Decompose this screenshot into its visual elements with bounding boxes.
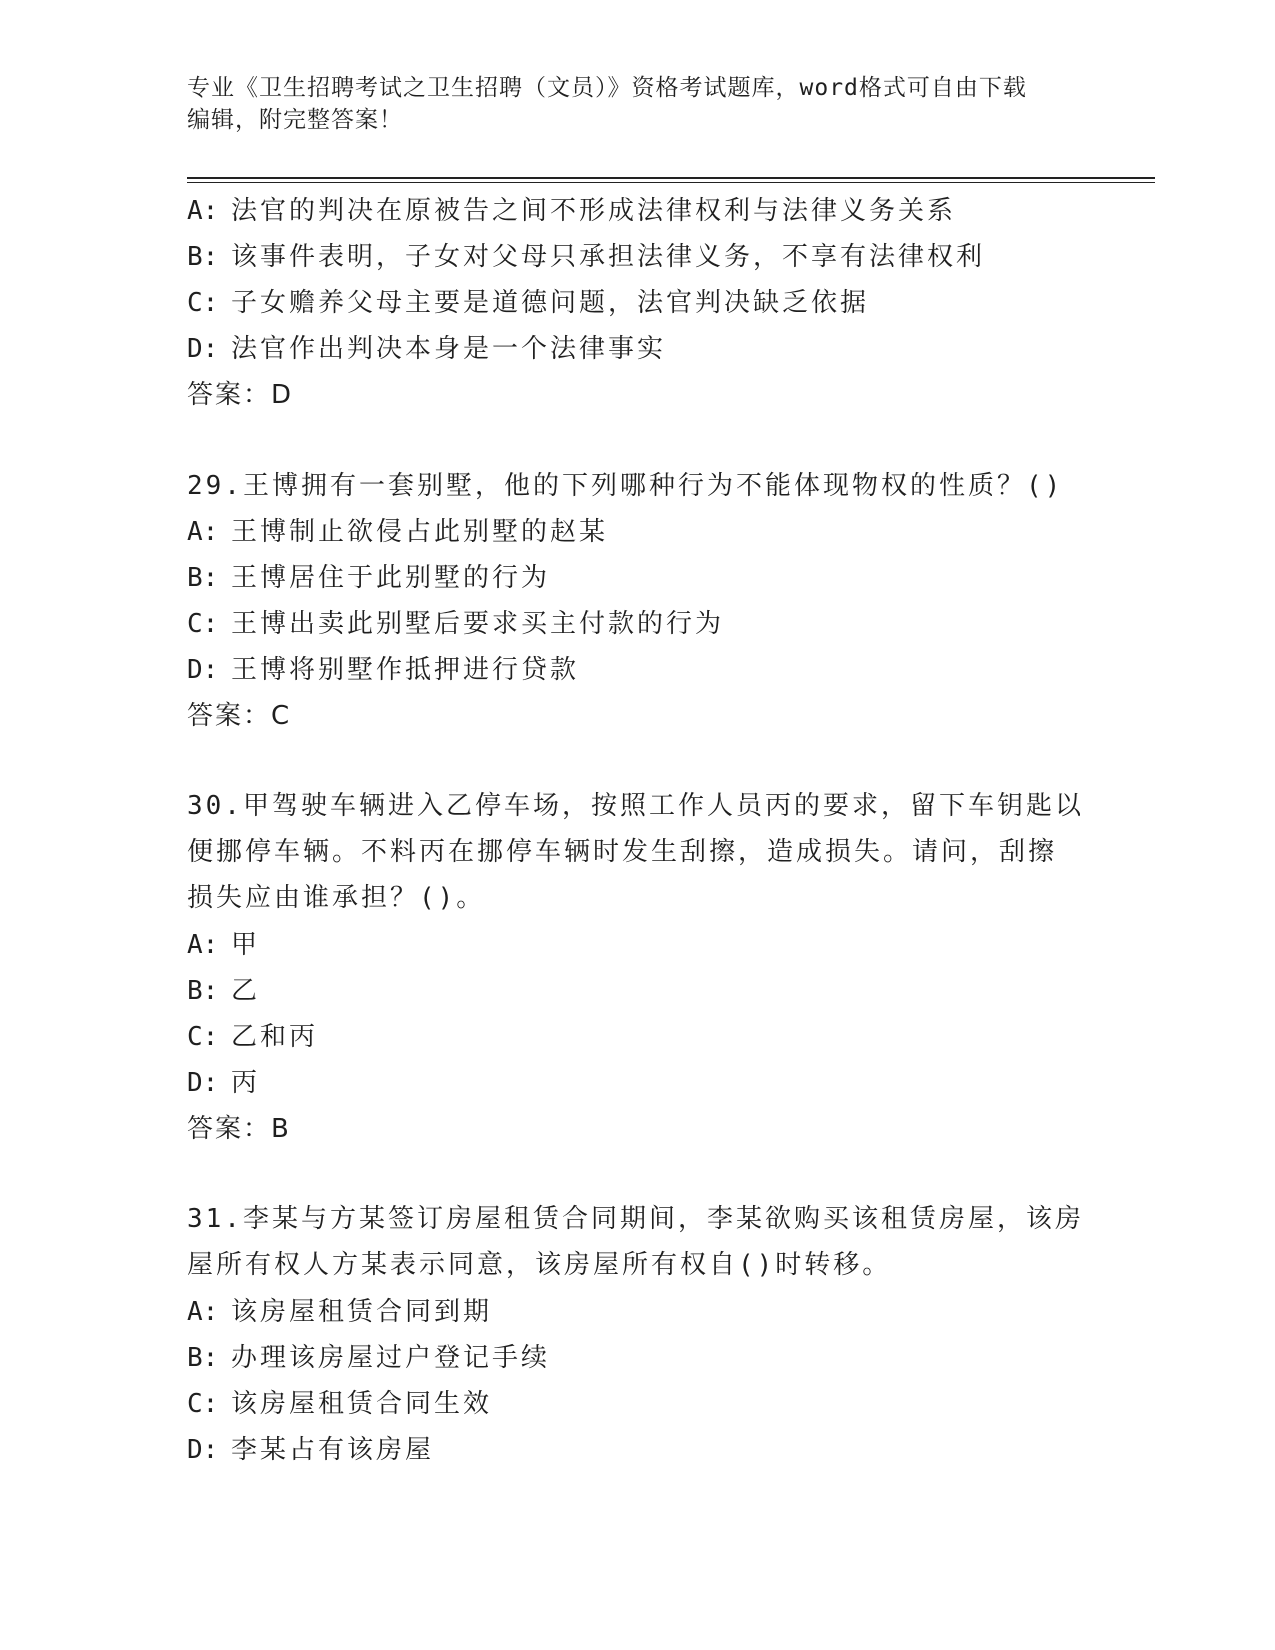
option-c: [187, 280, 1087, 326]
option-letter: B:: [187, 563, 219, 593]
option-b: [187, 968, 1087, 1014]
option-letter: B:: [187, 242, 219, 272]
option-letter: C:: [187, 1389, 219, 1419]
question-text-line: 31.李某与方某签订房屋租赁合同期间，李某欲购买该租赁房屋，该房: [187, 1204, 1084, 1234]
option-letter: A:: [187, 517, 219, 547]
option-c: [187, 1014, 1087, 1060]
option-letter: D:: [187, 1068, 219, 1098]
option-b: [187, 234, 1087, 280]
option-c: [187, 1381, 1087, 1427]
question-29: [187, 463, 1087, 739]
option-text: 该房屋租赁合同生效: [231, 1389, 493, 1419]
option-letter: B:: [187, 1343, 219, 1373]
option-letter: A:: [187, 1297, 219, 1327]
option-d: [187, 326, 1087, 372]
header-divider-thick: [187, 177, 1155, 179]
document-header: [187, 72, 1087, 136]
option-letter: D:: [187, 655, 219, 685]
option-a: [187, 922, 1087, 968]
question-30: [187, 784, 1087, 1152]
header-line-1: 专业《卫生招聘考试之卫生招聘（文员）》资格考试题库，word格式可自由下载: [187, 75, 1027, 101]
question-28: [187, 188, 1087, 418]
option-a: [187, 1289, 1087, 1335]
option-text: 王博将别墅作抵押进行贷款: [231, 655, 580, 685]
option-letter: C:: [187, 1022, 219, 1052]
question-text: 29.王博拥有一套别墅，他的下列哪种行为不能体现物权的性质？(): [187, 471, 1064, 501]
question-text-line: 30.甲驾驶车辆进入乙停车场，按照工作人员丙的要求，留下车钥匙以: [187, 791, 1084, 821]
option-text: 乙和丙: [231, 1022, 319, 1052]
question-text-line: 便挪停车辆。不料丙在挪停车辆时发生刮擦，造成损失。请问，刮擦: [187, 837, 1058, 867]
option-b: [187, 1335, 1087, 1381]
header-divider-thin: [187, 182, 1155, 183]
question-31: [187, 1197, 1087, 1473]
option-letter: B:: [187, 976, 219, 1006]
option-text: 法官作出判决本身是一个法律事实: [231, 334, 667, 364]
option-letter: D:: [187, 1435, 219, 1465]
option-text: 甲: [231, 930, 261, 960]
question-text-line: 屋所有权人方某表示同意，该房屋所有权自()时转移。: [187, 1250, 892, 1280]
option-text: 乙: [231, 976, 261, 1006]
option-d: [187, 647, 1087, 693]
question-list: [187, 188, 1087, 1473]
option-letter: A:: [187, 930, 219, 960]
option-text: 办理该房屋过户登记手续: [231, 1343, 551, 1373]
option-letter: C:: [187, 288, 219, 318]
option-text: 王博制止欲侵占此别墅的赵某: [231, 517, 609, 547]
answer-line: 答案：C: [187, 701, 292, 731]
option-text: 李某占有该房屋: [231, 1435, 435, 1465]
option-letter: C:: [187, 609, 219, 639]
spacer: [187, 739, 1087, 784]
option-letter: D:: [187, 334, 219, 364]
option-c: [187, 601, 1087, 647]
option-text: 该事件表明，子女对父母只承担法律义务，不享有法律权利: [231, 242, 986, 272]
option-text: 子女赡养父母主要是道德问题，法官判决缺乏依据: [231, 288, 870, 318]
header-line-2: 编辑，附完整答案！: [187, 107, 403, 133]
option-letter: A:: [187, 196, 219, 226]
option-a: [187, 509, 1087, 555]
option-a: [187, 188, 1087, 234]
option-b: [187, 555, 1087, 601]
answer-line: 答案：B: [187, 1114, 291, 1144]
option-text: 法官的判决在原被告之间不形成法律权利与法律义务关系: [231, 196, 957, 226]
answer-line: 答案：D: [187, 380, 294, 410]
option-d: [187, 1427, 1087, 1473]
option-text: 王博居住于此别墅的行为: [231, 563, 551, 593]
question-text-line: 损失应由谁承担？()。: [187, 883, 486, 913]
spacer: [187, 418, 1087, 463]
option-text: 丙: [231, 1068, 261, 1098]
option-text: 王博出卖此别墅后要求买主付款的行为: [231, 609, 725, 639]
spacer: [187, 1152, 1087, 1197]
option-text: 该房屋租赁合同到期: [231, 1297, 493, 1327]
option-d: [187, 1060, 1087, 1106]
